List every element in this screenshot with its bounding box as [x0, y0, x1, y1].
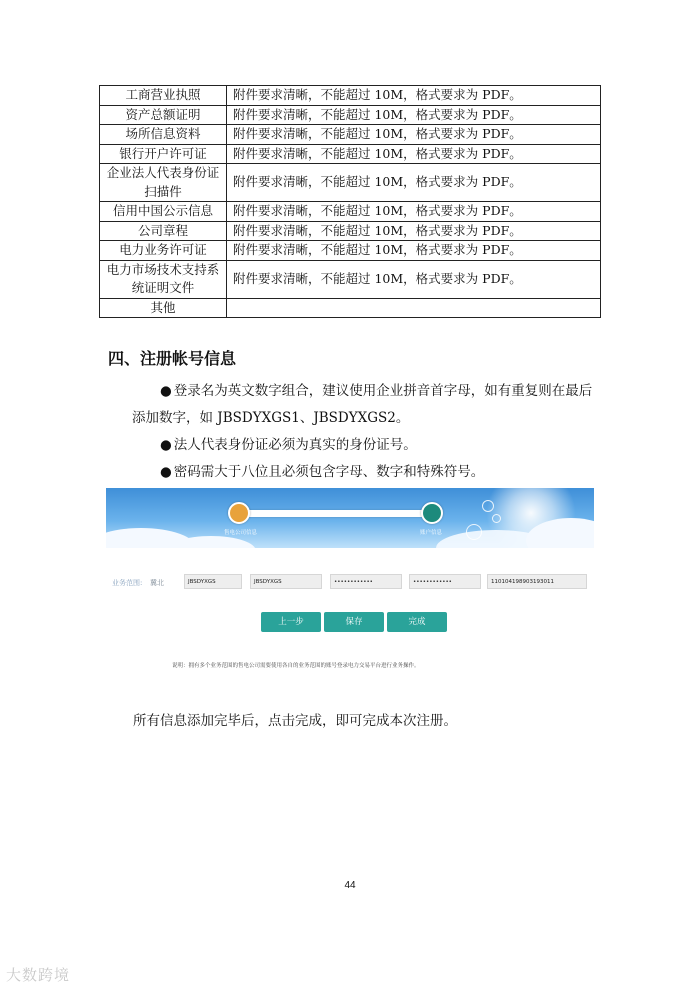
attachment-requirements-table	[99, 85, 601, 318]
table-cell-requirement: 附件要求清晰，不能超过 10M，格式要求为 PDF。	[227, 202, 601, 222]
bubble	[466, 524, 482, 540]
table-cell-name: 信用中国公示信息	[100, 202, 227, 222]
table-cell-requirement: 附件要求清晰，不能超过 10M，格式要求为 PDF。	[227, 86, 601, 106]
confirm-password-input[interactable]: ••••••••••••	[409, 574, 481, 589]
table-cell-requirement	[227, 298, 601, 318]
table-cell-name: 公司章程	[100, 221, 227, 241]
bullet-marker: ●	[160, 437, 172, 453]
bullet-text: 密码需大于八位且必须包含字母、数字和特殊符号。	[173, 464, 485, 480]
bubble	[482, 500, 494, 512]
screenshot-note: 说明：拥有多个业务范围的售电公司需要使用各自的业务范围的账号登录电力交易平台进行业务操作。	[172, 663, 420, 669]
table-cell-name: 电力业务许可证	[100, 241, 227, 261]
table-cell-requirement: 附件要求清晰，不能超过 10M，格式要求为 PDF。	[227, 144, 601, 164]
scope-label: 业务范围:	[112, 579, 143, 587]
bullet-text: 登录名为英文数字组合，建议使用企业拼音首字母，如有重复则在最后	[173, 383, 593, 399]
table-row	[100, 86, 601, 106]
step-2-indicator	[421, 502, 443, 524]
section-heading: 四、注册帐号信息	[108, 349, 237, 368]
table-cell-requirement: 附件要求清晰，不能超过 10M，格式要求为 PDF。	[227, 260, 601, 298]
table-cell-requirement: 附件要求清晰，不能超过 10M，格式要求为 PDF。	[227, 105, 601, 125]
table-cell-name: 工商营业执照	[100, 86, 227, 106]
table-row	[100, 105, 601, 125]
table-row	[100, 164, 601, 202]
finish-button[interactable]: 完成	[387, 612, 447, 632]
page-number: 44	[344, 880, 356, 891]
login-name-input[interactable]: JBSDYXGS	[184, 574, 242, 589]
step-1-label: 售电公司信息	[224, 530, 258, 536]
bullet-marker: ●	[160, 383, 172, 399]
bullet-3	[160, 463, 484, 481]
table-row	[100, 202, 601, 222]
table-row	[100, 241, 601, 261]
scope-value: 冀北	[150, 579, 164, 587]
table-row	[100, 125, 601, 145]
table-cell-requirement: 附件要求清晰，不能超过 10M，格式要求为 PDF。	[227, 241, 601, 261]
password-input[interactable]: ••••••••••••	[330, 574, 402, 589]
table-cell-requirement: 附件要求清晰，不能超过 10M，格式要求为 PDF。	[227, 221, 601, 241]
display-name-input[interactable]: JBSDYXGS	[250, 574, 322, 589]
table-cell-requirement: 附件要求清晰，不能超过 10M，格式要求为 PDF。	[227, 125, 601, 145]
sky-banner	[106, 488, 594, 548]
bullet-text: 法人代表身份证必须为真实的身份证号。	[173, 437, 417, 453]
table-cell-name: 场所信息资料	[100, 125, 227, 145]
step-2-label: 账户信息	[420, 530, 443, 536]
watermark-logo: 大数跨境	[6, 966, 71, 984]
bubble	[492, 514, 501, 523]
table-cell-name: 资产总额证明	[100, 105, 227, 125]
bullet-2	[160, 436, 417, 454]
prev-step-button[interactable]: 上一步	[261, 612, 321, 632]
progress-track	[237, 510, 427, 517]
bullet-1-line-1	[160, 382, 592, 400]
table-row	[100, 260, 601, 298]
bullet-1-line-2: 添加数字，如 JBSDYXGS1、JBSDYXGS2。	[132, 410, 410, 426]
table-row	[100, 221, 601, 241]
bullet-marker: ●	[160, 464, 172, 480]
table-cell-requirement: 附件要求清晰，不能超过 10M，格式要求为 PDF。	[227, 164, 601, 202]
registration-screenshot	[106, 488, 594, 678]
closing-paragraph: 所有信息添加完毕后，点击完成，即可完成本次注册。	[133, 713, 457, 729]
id-number-input[interactable]: 110104198903193011	[487, 574, 587, 589]
table-cell-name: 其他	[100, 298, 227, 318]
step-1-indicator	[228, 502, 250, 524]
save-button[interactable]: 保存	[324, 612, 384, 632]
table-cell-name: 银行开户许可证	[100, 144, 227, 164]
table-row	[100, 144, 601, 164]
table-cell-name: 电力市场技术支持系统证明文件	[100, 260, 227, 298]
table-row	[100, 298, 601, 318]
table-cell-name: 企业法人代表身份证扫描件	[100, 164, 227, 202]
account-form-row	[106, 574, 594, 592]
